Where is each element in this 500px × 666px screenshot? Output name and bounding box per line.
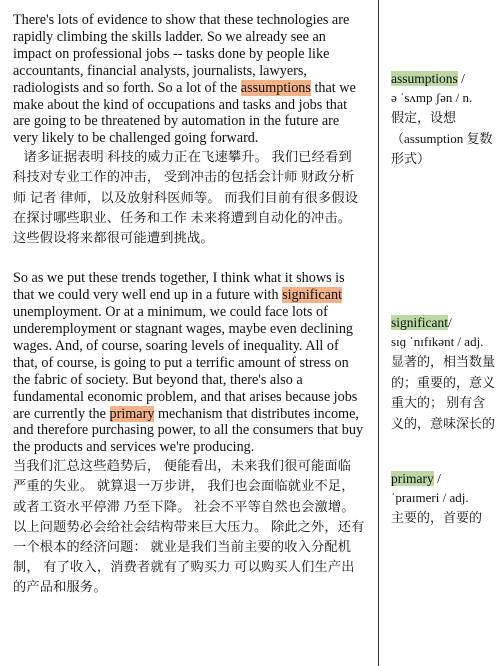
vocab-entry-significant: significant/ sɪɡ ˈnɪfɪkənt / adj. 显著的，相当数量的；重要的，意义重大的； 别有含义的，意味深长的	[391, 314, 497, 434]
vocab-definition: 主要的，首要的	[391, 510, 483, 525]
text-segment: that we make about the kind of occupations and tasks and jobs that are going to be threatened by automation in the future are very likely to be challenged going forward.	[13, 79, 356, 147]
highlighted-word-primary: primary	[109, 405, 155, 422]
text-segment: mechanism that distributes income, and therefore purchasing power, to all the consumers that buy the products and services we're producing.	[13, 405, 364, 456]
vocab-word: significant	[391, 315, 448, 330]
highlighted-word-significant: significant	[282, 287, 342, 304]
main-text-column	[13, 12, 365, 598]
text-segment: unemployment. Or at a minimum, we could face lots of underemployment or stagnant wages, maybe even declining wages. And, of course, soaring levels of inequality. All of that, of course, is going to put a terrific amount of stress on the fabric of society. But beyond that, there's also a fundamental economic problem, and that arises because jobs are currently the	[13, 304, 358, 422]
vocab-phonetic: ə ˈsʌmp ʃən / n.	[391, 90, 473, 105]
english-paragraph-2	[13, 270, 365, 456]
english-paragraph-1	[13, 12, 365, 147]
column-divider	[378, 0, 379, 666]
vocab-entry-assumptions: assumptions / ə ˈsʌmp ʃən / n. 假定，设想 （assumption 复数形式）	[391, 70, 497, 170]
vocab-word: assumptions	[391, 71, 458, 86]
vocab-definition: 假定，设想 （assumption 复数形式）	[391, 110, 493, 166]
vocab-entry-primary: primary / ˈpraɪmeri / adj. 主要的，首要的	[391, 470, 497, 529]
highlighted-word-assumptions: assumptions	[240, 79, 311, 96]
vocab-phonetic: ˈpraɪmeri / adj.	[391, 490, 469, 505]
text-segment: So as we put these trends together, I think what it shows is that we could very well end up in a future with	[13, 270, 345, 304]
text-segment: There's lots of evidence to show that these technologies are rapidly climbing the skills ladder. So we already see an impact on professional jobs -- tasks done by people like accountants, financial analysts, journalists, lawyers, radiologists and so forth. So a lot of the	[13, 12, 350, 96]
vocab-definition: 显著的，相当数量的；重要的，意义重大的； 别有含义的，意味深长的	[391, 354, 496, 431]
paragraph-block-2	[13, 270, 365, 597]
chinese-paragraph-1: 诸多证据表明 科技的威力正在飞速攀升。 我们已经看到科技对专业工作的冲击， 受到冲击的包括会计师 财政分析师 记者 律师，以及放射科医师等。 而我们目前有很多假设 在探讨哪些职业、任务和工作 未来将遭到自动化的冲击。 这些假设将来都很可能遭到挑战。	[13, 149, 359, 246]
vocab-phonetic: sɪɡ ˈnɪfɪkənt / adj.	[391, 334, 484, 349]
chinese-paragraph-2: 当我们汇总这些趋势后， 便能看出，未来我们很可能面临 严重的失业。 就算退一万步讲， 我们也会面临就业不足，或者工资水平停滞 乃至下降。 社会不平等自然也会激增。 以上问题势必会给社会结构带来巨大压力。 除此之外，还有一个根本的经济问题： 就业是我们当前主要的收入分配机制， 有了收入，消费者就有了购买力 可以购买人们生产出的产品和服务。	[13, 458, 365, 595]
vocab-word: primary	[391, 471, 434, 486]
